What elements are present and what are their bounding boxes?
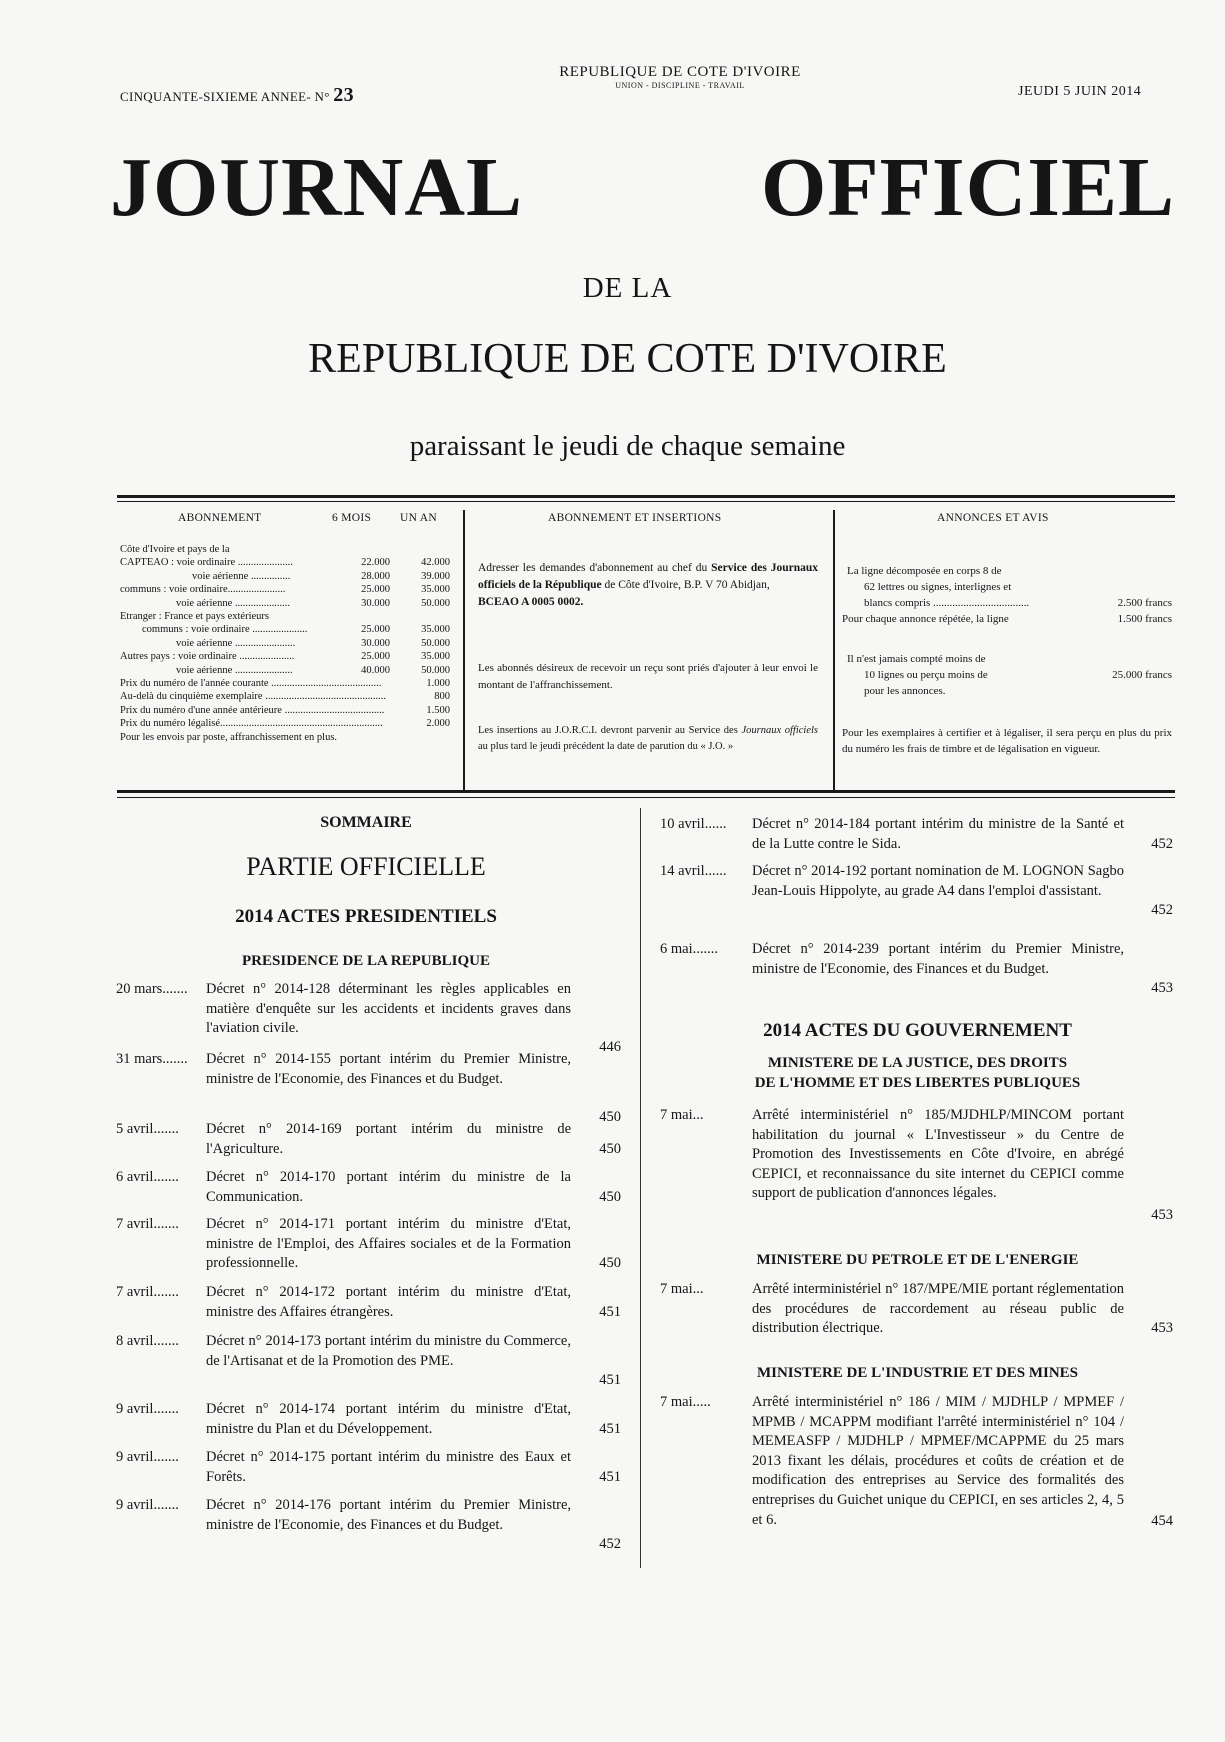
- rate-row: [120, 637, 450, 650]
- toc-date: 7 mai...: [660, 1107, 704, 1123]
- rate-row: [120, 731, 450, 744]
- insertion-notice-italic: Journaux officiels: [741, 725, 818, 736]
- column-divider: [640, 808, 641, 1568]
- presidence-heading: PRESIDENCE DE LA REPUBLIQUE: [242, 953, 490, 969]
- toc-date: 7 avril.......: [116, 1284, 179, 1300]
- toc-page: 450: [599, 1141, 621, 1157]
- republic-header: [480, 64, 880, 90]
- toc-date: 7 avril.......: [116, 1216, 179, 1232]
- toc-text: Décret n° 2014-174 portant intérim du ministre d'Etat, ministre du Plan et du Développement.: [206, 1401, 571, 1437]
- actes-gouvernement: 2014 ACTES DU GOUVERNEMENT: [763, 1020, 1072, 1041]
- receipt-notice: Les abonnés désireux de recevoir un reçu sont priés d'ajouter à leur envoi le montant de l'affranchissement.: [478, 662, 818, 691]
- republic-title: REPUBLIQUE DE COTE D'IVOIRE: [308, 336, 947, 382]
- toc-date: 31 mars.......: [116, 1051, 188, 1067]
- rate-cell-c: 50.000: [421, 597, 450, 609]
- rate-cell-c: 50.000: [421, 664, 450, 676]
- rule-top-thin: [117, 501, 1175, 502]
- rate-row: [120, 570, 450, 583]
- toc-page: 453: [1151, 1207, 1173, 1223]
- rate-cell-b: 40.000: [361, 664, 390, 676]
- toc-page: 446: [599, 1039, 621, 1055]
- address-rest: de Côte d'Ivoire, B.P. V 70 Abidjan,: [604, 579, 770, 591]
- rate-cell-c: 39.000: [421, 570, 450, 582]
- min-justice-heading: [660, 1053, 1175, 1093]
- toc-page: 453: [1151, 1320, 1173, 1336]
- rate-cell-c: 2.000: [426, 718, 450, 730]
- certification-notice: Pour les exemplaires à certifier et à légaliser, il sera perçu en plus du prix du numéro les frais de timbre et de légalisation en vigueur.: [842, 727, 1172, 755]
- rate-row: [120, 717, 450, 730]
- min-line-3: pour les annonces.: [864, 685, 946, 697]
- rule-bottom-thin: [117, 797, 1175, 798]
- rate-row: [120, 556, 450, 569]
- toc-page: 451: [599, 1469, 621, 1485]
- rate-cell-a: Au-delà du cinquième exemplaire ..............................................: [120, 691, 386, 703]
- toc-page: 452: [1151, 902, 1173, 918]
- rate-cell-a: Prix du numéro de l'année courante ..........................................: [120, 678, 382, 690]
- min-justice-line-1: MINISTERE DE LA JUSTICE, DES DROITS: [767, 1055, 1068, 1071]
- toc-page: 451: [599, 1304, 621, 1320]
- toc-text: Décret n° 2014-239 portant intérim du Premier Ministre, ministre de l'Economie, des Finances et du Budget.: [752, 941, 1124, 977]
- rate-row: [120, 610, 450, 623]
- toc-text: Décret n° 2014-172 portant intérim du ministre d'Etat, ministre des Affaires étrangères.: [206, 1284, 571, 1320]
- rate-row: [120, 664, 450, 677]
- rate-cell-c: 42.000: [421, 557, 450, 569]
- address-bceao: BCEAO A 0005 0002.: [478, 596, 584, 608]
- rate-row: [120, 690, 450, 703]
- toc-date: 5 avril.......: [116, 1121, 179, 1137]
- rate-cell-b: 25.000: [361, 624, 390, 636]
- rate-cell-c: [390, 610, 450, 623]
- toc-text: Décret n° 2014-155 portant intérim du Premier Ministre, ministre de l'Economie, des Finances et du Budget.: [206, 1051, 571, 1087]
- rule-bottom-thick: [117, 790, 1175, 793]
- year-label: CINQUANTE-SIXIEME ANNEE- N°: [120, 89, 330, 104]
- rate-row: [120, 677, 450, 690]
- toc-page: 450: [599, 1255, 621, 1271]
- toc-text: Décret n° 2014-170 portant intérim du ministre de la Communication.: [206, 1169, 571, 1205]
- rate-row: [120, 543, 450, 556]
- minimum-rates: [842, 651, 1172, 699]
- announce-rates: [842, 563, 1172, 627]
- rate-cell-c: 1.000: [426, 678, 450, 690]
- issue-no: 23: [333, 84, 354, 106]
- min-justice-line-2: DE L'HOMME ET DES LIBERTES PUBLIQUES: [754, 1075, 1081, 1091]
- rate-cell-a: voie aérienne .....................: [176, 597, 291, 609]
- address-intro: Adresser les demandes d'abonnement au chef du: [478, 562, 708, 574]
- rate-cell-b: [337, 731, 391, 744]
- toc-text: Décret n° 2014-128 déterminant les règles applicables en matière d'enquête sur les accidents et incidents graves dans l'aviation civile.: [206, 981, 571, 1037]
- rate-cell-a: Etranger : France et pays extérieurs: [120, 611, 269, 623]
- toc-text: Décret n° 2014-169 portant intérim du ministre de l'Agriculture.: [206, 1121, 571, 1157]
- toc-date: 9 avril.......: [116, 1449, 179, 1465]
- rate-value-2: 1.500 francs: [1117, 613, 1172, 625]
- sommaire-title: SOMMAIRE: [320, 814, 412, 831]
- toc-date: 6 mai.......: [660, 941, 718, 957]
- title-word-journal: JOURNAL: [110, 141, 524, 234]
- rate-cell-b: [383, 717, 415, 730]
- publication-frequency: paraissant le jeudi de chaque semaine: [409, 430, 846, 462]
- issue-date: JEUDI 5 JUIN 2014: [1018, 84, 1142, 99]
- rate-cell-b: 25.000: [361, 584, 390, 596]
- min-line-1: Il n'est jamais compté moins de: [847, 653, 986, 665]
- abonnement-heading: ABONNEMENT: [178, 512, 262, 524]
- toc-text: Décret n° 2014-173 portant intérim du ministre du Commerce, de l'Artisanat et de la Promotion des PME.: [206, 1333, 571, 1369]
- rate-cell-a: voie aérienne .......................: [176, 637, 296, 649]
- toc-page: 453: [1151, 980, 1173, 996]
- toc-text: Décret n° 2014-184 portant intérim du ministre de la Santé et de la Lutte contre le Sida.: [752, 816, 1124, 852]
- de-la: DE LA: [582, 272, 673, 304]
- rate-row: [120, 650, 450, 663]
- address-service: Service des Journaux officiels de la République: [478, 562, 818, 591]
- rate-cell-c: 35.000: [421, 624, 450, 636]
- rate-row: [120, 583, 450, 596]
- toc-text: Décret n° 2014-176 portant intérim du Premier Ministre, ministre de l'Economie, des Finances et du Budget.: [206, 1497, 571, 1533]
- abonnement-insertions-heading: ABONNEMENT ET INSERTIONS: [548, 512, 722, 524]
- rate-cell-b: 28.000: [361, 570, 390, 582]
- rate-line-4: Pour chaque annonce répétée, la ligne: [842, 613, 1009, 625]
- subscription-rates: [120, 543, 450, 744]
- toc-text: Décret n° 2014-175 portant intérim du ministre des Eaux et Forêts.: [206, 1449, 571, 1485]
- insertion-notice-b: au plus tard le jeudi précédent la date de parution du « J.O. »: [478, 741, 734, 752]
- toc-date: 10 avril......: [660, 816, 727, 832]
- toc-text: Arrêté interministériel n° 186 / MIM / MJDHLP / MPMEF / MPMB / MCAPPM modifiant l'arrêté interministériel n° 104 / MEMEASFP / MJDHLP / MPMEF/MCAPPME du 25 mars 2013 fixant les délais, procédures et coûts de création et de modification des entreprises au Service des formalités des entreprises du Guichet unique du CEPICI, en ses articles 2, 4, 5 et 6.: [752, 1394, 1124, 1528]
- toc-text: Arrêté interministériel n° 187/MPE/MIE portant réglementation des procédures de raccordement au réseau public de distribution électrique.: [752, 1281, 1124, 1337]
- toc-text: Arrêté interministériel n° 185/MJDHLP/MINCOM portant habilitation du journal « L'Investisseur » du Centre de Promotion des Investissements en Côte d'Ivoire, en abrégé CEPICI, et reconnaissance du site internet du CEPICI comme support de publication d'annonces légales.: [752, 1107, 1124, 1202]
- toc-text: Décret n° 2014-192 portant nomination de M. LOGNON Sagbo Jean-Louis Hippolyte, au grade A4 dans l'emploi d'assistant.: [752, 863, 1124, 899]
- rate-cell-c: [391, 731, 450, 744]
- toc-page: 451: [599, 1372, 621, 1388]
- toc-page: 450: [599, 1189, 621, 1205]
- toc-page: 450: [599, 1109, 621, 1125]
- rate-cell-a: communs : voie ordinaire .....................: [142, 624, 308, 636]
- toc-page: 454: [1151, 1513, 1173, 1529]
- rate-line-1: La ligne décomposée en corps 8 de: [847, 565, 1002, 577]
- rate-cell-a: communs : voie ordinaire......................: [120, 584, 286, 596]
- min-line-2: 10 lignes ou perçu moins de: [864, 669, 988, 681]
- toc-date: 14 avril......: [660, 863, 727, 879]
- min-petrole-heading: MINISTERE DU PETROLE ET DE L'ENERGIE: [756, 1252, 1079, 1268]
- rule-col-sep-1: [463, 510, 465, 790]
- toc-date: 6 avril.......: [116, 1169, 179, 1185]
- rule-col-sep-2: [833, 510, 835, 790]
- rate-cell-b: [336, 610, 390, 623]
- min-value: 25.000 francs: [1112, 669, 1172, 681]
- rate-cell-a: Autres pays : voie ordinaire .....................: [120, 651, 295, 663]
- actes-presidentiels: 2014 ACTES PRESIDENTIELS: [235, 906, 497, 927]
- rate-cell-b: [381, 677, 413, 690]
- toc-date: 7 mai...: [660, 1281, 704, 1297]
- rate-cell-a: CAPTEAO : voie ordinaire .....................: [120, 557, 293, 569]
- rate-cell-a: voie aérienne ......................: [176, 664, 293, 676]
- toc-date: 8 avril.......: [116, 1333, 179, 1349]
- rate-cell-b: 30.000: [361, 637, 390, 649]
- toc-date: 7 mai.....: [660, 1394, 711, 1410]
- title-word-officiel: OFFICIEL: [760, 141, 1175, 234]
- rate-cell-b: [336, 543, 390, 556]
- rate-cell-a: voie aérienne ...............: [192, 570, 291, 582]
- rate-cell-a: Prix du numéro d'une année antérieure ......................................: [120, 704, 385, 716]
- toc-page: 452: [1151, 836, 1173, 852]
- six-mois-heading: 6 MOIS: [332, 512, 372, 524]
- insertion-notice: [478, 723, 818, 755]
- rate-cell-a: Pour les envois par poste, affranchissement en plus.: [120, 731, 338, 743]
- rate-cell-c: 50.000: [421, 637, 450, 649]
- rate-row: [120, 597, 450, 610]
- min-industrie-heading: MINISTERE DE L'INDUSTRIE ET DES MINES: [756, 1365, 1079, 1381]
- republic-name: REPUBLIQUE DE COTE D'IVOIRE: [559, 64, 801, 80]
- rate-cell-c: 35.000: [421, 651, 450, 663]
- rate-cell-c: 1.500: [426, 704, 450, 716]
- rate-row: [120, 704, 450, 717]
- rule-top-thick: [117, 495, 1175, 498]
- partie-officielle: PARTIE OFFICIELLE: [246, 852, 486, 881]
- toc-page: 452: [599, 1536, 621, 1552]
- rate-cell-c: 35.000: [421, 584, 450, 596]
- un-an-heading: UN AN: [400, 512, 437, 524]
- rate-line-2: 62 lettres ou signes, interlignes et: [864, 581, 1012, 593]
- insertion-notice-a: Les insertions au J.O.R.C.I. devront parvenir au Service des: [478, 725, 738, 736]
- annonces-heading: ANNONCES ET AVIS: [937, 512, 1049, 524]
- toc-date: 9 avril.......: [116, 1401, 179, 1417]
- rate-value-1: 2.500 francs: [1117, 597, 1172, 609]
- rate-line-3: blancs compris ...................................: [864, 597, 1030, 609]
- issue-number: [120, 84, 354, 107]
- rate-cell-a: Côte d'Ivoire et pays de la: [120, 544, 230, 555]
- rate-cell-c: 800: [434, 691, 450, 703]
- toc-text: Décret n° 2014-171 portant intérim du ministre d'Etat, ministre de l'Emploi, des Affaires sociales et de la Formation professionnelle.: [206, 1216, 571, 1272]
- rate-cell-c: [390, 543, 450, 556]
- journal-title: [110, 140, 1175, 236]
- toc-page: 451: [599, 1421, 621, 1437]
- rate-row: [120, 623, 450, 636]
- rate-cell-b: 22.000: [361, 557, 390, 569]
- subscription-address: [478, 560, 818, 611]
- toc-date: 20 mars.......: [116, 981, 188, 997]
- rate-cell-b: 25.000: [361, 651, 390, 663]
- rate-cell-b: [386, 690, 416, 703]
- motto: UNION - DISCIPLINE - TRAVAIL: [615, 81, 745, 90]
- toc-date: 9 avril.......: [116, 1497, 179, 1513]
- rate-cell-b: [384, 704, 415, 717]
- rate-cell-b: 30.000: [361, 597, 390, 609]
- rate-cell-a: Prix du numéro légalisé..............................................................: [120, 718, 383, 730]
